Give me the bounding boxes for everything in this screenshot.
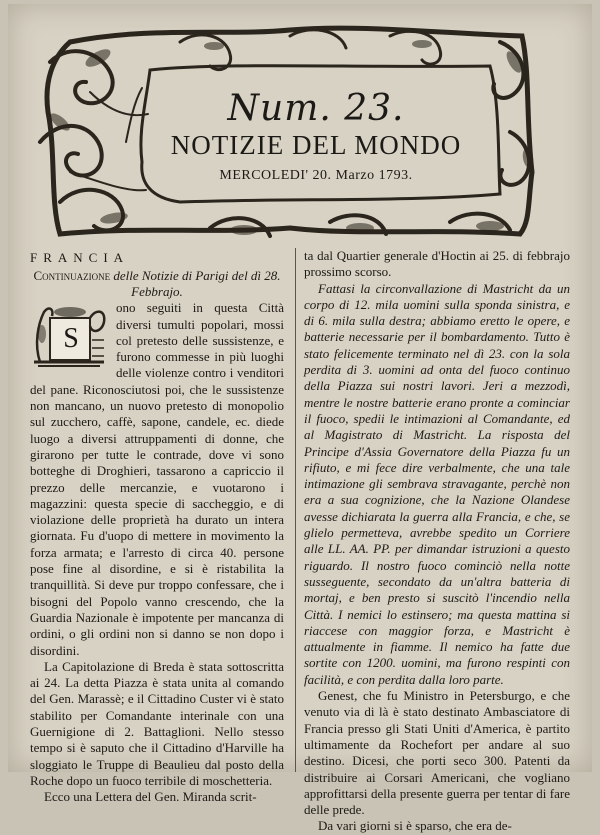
right-column — [304, 248, 570, 835]
subheading-lead: Continuazione — [33, 268, 111, 284]
article-paragraph: Da vari giorni si è sparso, che era de- — [318, 818, 512, 834]
column-divider — [295, 248, 296, 772]
drop-cap-letter: S — [63, 323, 79, 355]
subheading-rest: delle Notizie di Parigi del dì 28. Febbrajo. — [110, 268, 281, 300]
letter-paragraph: Fattasi la circonvallazione di Mastricht da un corpo di 12. mila uomini sulla sponda sinistra, e di 6. mila sulla destra; abbiamo eretto le opere, e batterie necessarie per il bombardamento. Tutto è stato felicemente terminato nel dì 23. con la sola perdita di 3. uomini ad onta del fuoco continuo della Piazza sui nostri lavori. Jeri a mezzodì, mentre le nostre batterie erano pronte a cominciar il fuoco, spedii le intimazioni al Comandante, ed al Magistrato di Mastricht. La risposta del Principe d'Assia Governatore della Piazza fu un rifiuto, e mi fece dire verbalmente, che una tale intimazione gli sembrava stravagante, perchè non era a sua cognizione, che la Nazione Olandese avesse dichiarata la guerra alla Francia, e che, se glielo permetteva, avrebbe spedito un Corriere alle LL. AA. PP. per dimandar istruzioni a questo riguardo. Il nostro fuoco cominciò nella notte susseguente, secondato da un'altra batteria di mortaj, e ben presto si suscitò l'incendio nella Città. I nemici lo estinsero; ma questa mattina si riaccese con maggior forza, e Mastricht è attualmente in fiamme. Il nemico ha fatte due sortite con 1200. uomini, ma furono respinti con facilità, e con perdita dalla loro parte. — [304, 280, 570, 687]
article-subheading — [30, 268, 284, 300]
issue-number: Num. 23. — [227, 88, 405, 129]
issue-date: MERCOLEDI' 20. Marzo 1793. — [219, 168, 413, 183]
article-paragraph: ta dal Quartier generale d'Hoctin ai 25. di febbrajo prossimo scorso. — [304, 248, 570, 280]
article-paragraph: Genest, che fu Ministro in Petersburgo, e che venuto via di là è stato destinato Ambasciatore di Francia presso gli Stati Uniti d'America, è partito ultimamente da Rochefort per andare al suo destino. Dicesi, che porti seco 300. Patenti da distribuire ai Corsari Americani, che vogliano approfittarsi della presente guerra per tentar di fare delle prede. — [304, 688, 570, 818]
masthead — [30, 22, 542, 244]
newspaper-title: NOTIZIE DEL MONDO — [170, 130, 462, 160]
article-paragraph: ono seguiti in questa Città diversi tumulti popolari, mossi col pretesto delle sussistenze, e furono commesse in più luoghi delle violenze contro i venditori del pane. Riconosciutosi poi, che le sussistenze non mancano, un nuovo pretesto di monopolio sul zucchero, caffè, sapone, candele, ec. diede luogo a diversi attruppamenti di donne, che girarono per tutte le contrade, dove vi sono botteghe di Droghieri, tassarono a capriccio il prezzo delle mercanzie, e vuotarono i magazzini: questa specie di saccheggio, e di violazione delle proprietà ha durato un intera giornata. Fu d'uopo di mettere in movimento la forza armata; e l'arresto di circa 40. persone pose fine al disordine, e si è ristabilita la tranquillità. Si deve pur troppo confessare, che i bisogni del Popolo vanno crescendo, che la Guardia Nazionale è impotente per mancanza di ordini, o gli ordini non si danno se non dopo i disordini. — [30, 300, 284, 658]
article-paragraph: La Capitolazione di Breda è stata sottoscritta ai 24. La detta Piazza è stata unita al comando del Gen. Marassè; e il Cittadino Custer vi è stato stabilito per Comandante interinale con una Guernigione di 2. Battaglioni. Nello stesso tempo si è saputo che il Cittadino d'Harville ha sloggiato le Truppe di Beaulieu dal posto della Roche dopo un fuoco terribile di moschetteria. — [30, 658, 284, 788]
article-paragraph: Ecco una Lettera del Gen. Miranda scrit- — [44, 789, 257, 805]
drop-cap — [30, 304, 108, 374]
section-heading: FRANCIA — [30, 250, 130, 265]
left-column — [30, 250, 284, 806]
newspaper-page — [8, 4, 592, 834]
